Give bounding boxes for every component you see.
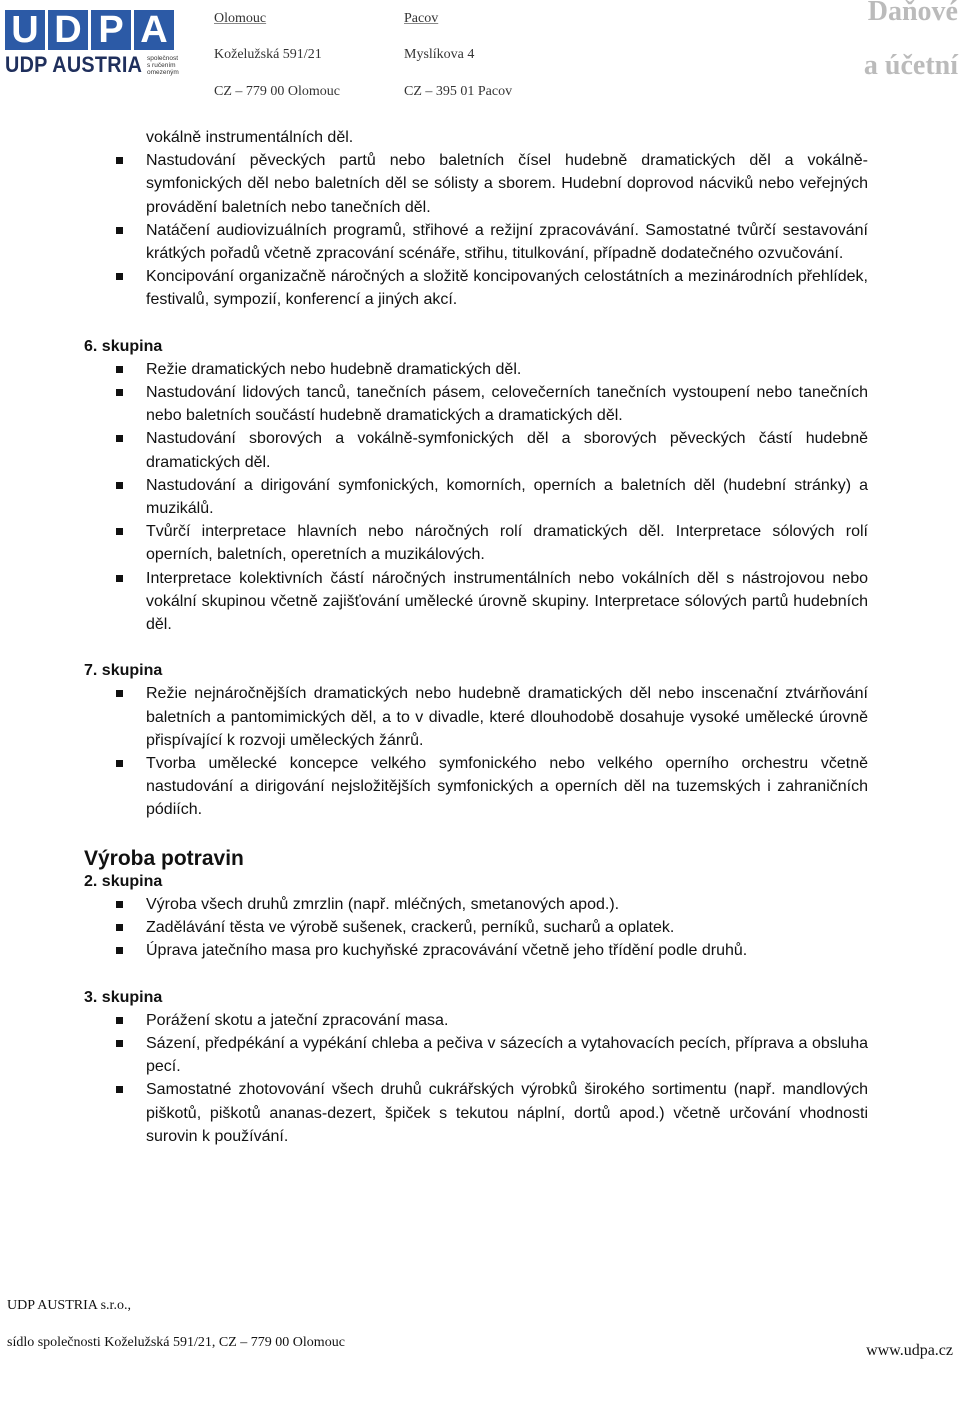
bullet-icon <box>116 690 123 697</box>
list-item: Koncipování organizačně náročných a složitě koncipovaných celostátních a mezinárodních přehlídek, festivalů, sympozií, konferencí a jiných akcí. <box>84 265 868 311</box>
logo-letter: P <box>91 10 131 50</box>
bullet-icon <box>116 157 123 164</box>
list-item: Nastudování a dirigování symfonických, komorních, operních a baletních děl (hudební stránky) a muzikálů. <box>84 474 868 520</box>
office2-zip: CZ – 395 01 Pacov <box>404 84 513 99</box>
bullet-icon <box>116 760 123 767</box>
bullet-icon <box>116 389 123 396</box>
list-item: Nastudování sborových a vokálně-symfonických děl a sborových pěveckých částí hudebně dramatických děl. <box>84 427 868 473</box>
food-group2-list <box>84 893 868 963</box>
brand-line2: a účetní <box>863 50 958 81</box>
list-item: Tvůrčí interpretace hlavních nebo náročných rolí dramatických děl. Interpretace sólových rolí operních, baletních, operetních a muzikálových. <box>84 520 868 566</box>
list-item: Úprava jatečního masa pro kuchyňské zpracovávání včetně jeho třídění podle druhů. <box>84 939 868 962</box>
list-item: Výroba všech druhů zmrzlin (např. mléčných, smetanových apod.). <box>84 893 868 916</box>
bullet-icon <box>116 482 123 489</box>
bullet-icon <box>116 528 123 535</box>
footer-web-link[interactable]: www.udpa.cz <box>866 1342 953 1359</box>
bullet-icon <box>116 1017 123 1024</box>
logo-letter: U <box>5 10 45 50</box>
brand-line1: Daňové <box>867 0 958 27</box>
section-heading: Výroba potravin <box>84 846 244 870</box>
bullet-icon <box>116 1040 123 1047</box>
group7-list <box>84 682 868 821</box>
bullet-icon <box>116 366 123 373</box>
bullet-icon <box>116 1086 123 1093</box>
group-heading: 3. skupina <box>84 988 163 1006</box>
intro-list <box>84 149 868 311</box>
bullet-icon <box>116 227 123 234</box>
list-item: Samostatné zhotovování všech druhů cukrářských výrobků širokého sortimentu (např. mandlových piškotů, piškotů ananas-dezert, špiček s tekutou náplní, dortů apod.) včetně určování vhodnosti surovin k používání. <box>84 1078 868 1148</box>
list-item: Interpretace kolektivních částí náročných instrumentálních nebo vokálních děl s nástrojovou nebo vokální skupinou včetně zajišťování umělecké úrovně skupiny. Interpretace sólových partů hudebních děl. <box>84 567 868 637</box>
list-item: Sázení, předpékání a vypékání chleba a pečiva v sázecích a vytahovacích pecích, příprava a obsluha pecí. <box>84 1032 868 1078</box>
list-item: Režie nejnáročnějších dramatických nebo hudebně dramatických děl nebo inscenační ztvárňování baletních a pantomimických děl, a to v divadle, které dlouhodobě dosahuje vysoké umělecké úrovně přispívající k rozvoji uměleckých žánrů. <box>84 682 868 752</box>
group6-list <box>84 358 868 636</box>
food-group3-list <box>84 1009 868 1148</box>
list-item: Tvorba umělecké koncepce velkého symfonického nebo velkého operního orchestru včetně nastudování a dirigování nejsložitějších symfonických a operních děl na tuzemských i zahraničních pódiích. <box>84 752 868 822</box>
list-item: Natáčení audiovizuálních programů, střihové a režijní zpracovávání. Samostatné tvůrčí sestavování krátkých pořadů včetně zpracování scénáře, střihu, titulkování, případně dodatečného ozvučování. <box>84 219 868 265</box>
bullet-icon <box>116 924 123 931</box>
group-heading: 6. skupina <box>84 337 163 355</box>
footer-company: UDP AUSTRIA s.r.o., <box>7 1298 131 1313</box>
list-item: Nastudování pěveckých partů nebo baletních čísel hudebně dramatických děl a vokálně-symfonických děl nebo baletních děl se sólisty a sborem. Hudební doprovod nácviků nebo veřejných provádění baletních nebo tanečních děl. <box>84 149 868 219</box>
logo-name: UDP AUSTRIA <box>5 52 143 77</box>
office1-street: Koželužská 591/21 <box>214 47 322 62</box>
logo-letter: A <box>134 10 174 50</box>
document-body <box>84 126 868 1148</box>
company-logo <box>5 10 177 78</box>
list-item: Režie dramatických nebo hudebně dramatických děl. <box>84 358 868 381</box>
logo-letter: D <box>48 10 88 50</box>
bullet-icon <box>116 273 123 280</box>
list-item: Zadělávání těsta ve výrobě sušenek, crackerů, perníků, sucharů a oplatek. <box>84 916 868 939</box>
group-heading: 2. skupina <box>84 872 163 890</box>
office1-city: Olomouc <box>214 11 267 26</box>
bullet-icon <box>116 575 123 582</box>
bullet-icon <box>116 435 123 442</box>
office2-street: Myslíkova 4 <box>404 47 475 62</box>
list-item: Nastudování lidových tanců, tanečních pásem, celovečerních tanečních vystoupení nebo tanečních nebo baletních součástí hudebně dramatických a dramatických děl. <box>84 381 868 427</box>
logo-subtitle: společnost s ručením omezeným <box>147 55 179 76</box>
office1-zip: CZ – 779 00 Olomouc <box>214 84 340 99</box>
bullet-icon <box>116 901 123 908</box>
bullet-icon <box>116 947 123 954</box>
office2-city: Pacov <box>404 11 439 26</box>
list-item: Porážení skotu a jateční zpracování masa. <box>84 1009 868 1032</box>
continued-text: vokálně instrumentálních děl. <box>146 129 354 146</box>
footer-seat: sídlo společnosti Koželužská 591/21, CZ – 779 00 Olomouc <box>7 1335 345 1350</box>
group-heading: 7. skupina <box>84 662 163 680</box>
